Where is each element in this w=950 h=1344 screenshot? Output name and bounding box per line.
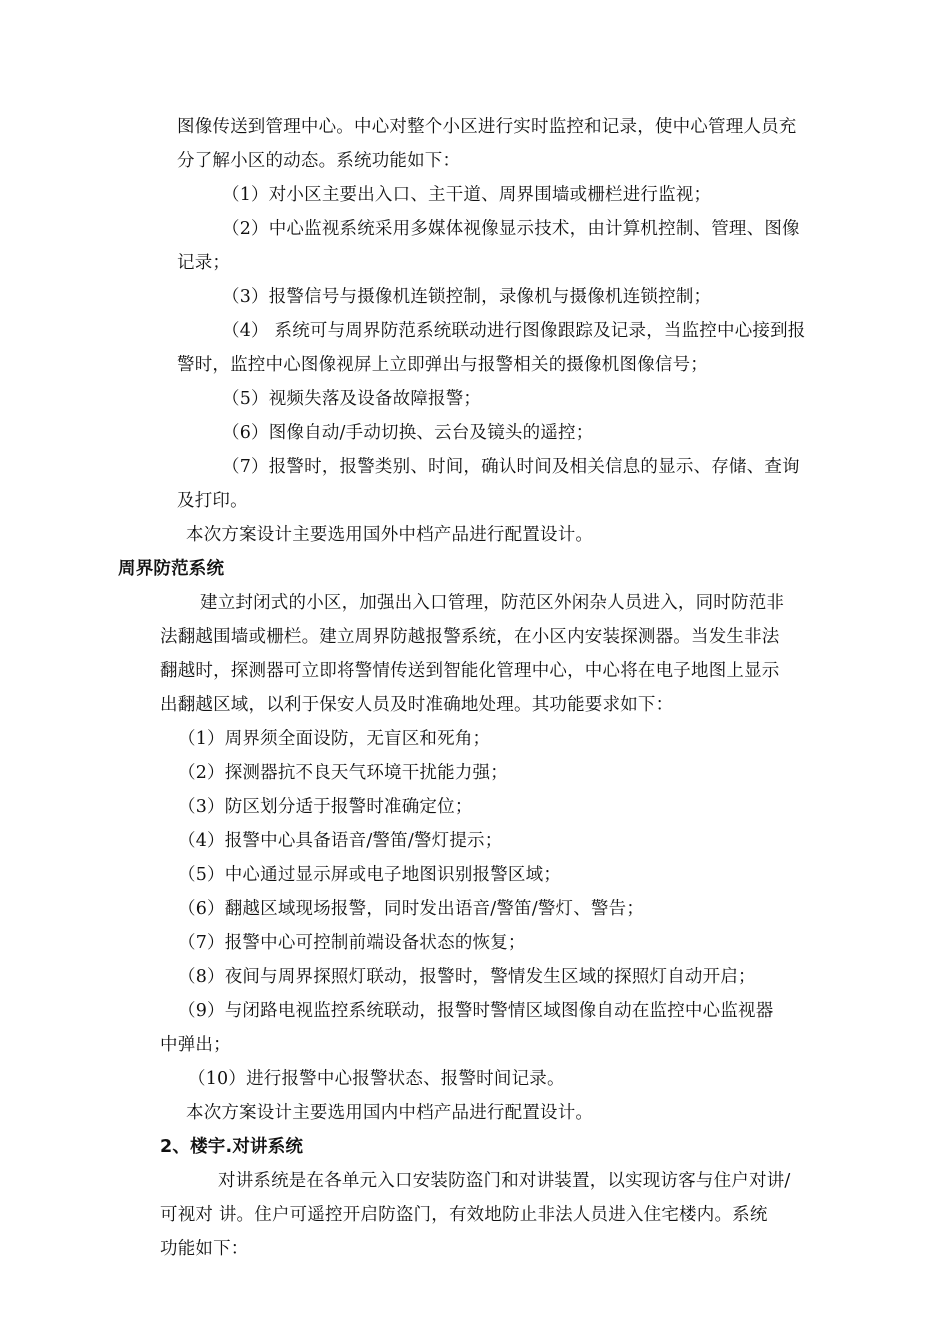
list-item-continuation: 警时，监控中心图像视屏上立即弹出与报警相关的摄像机图像信号；: [177, 355, 708, 375]
list-item: （4） 系统可与周界防范系统联动进行图像跟踪及记录，当监控中心接到报: [222, 321, 806, 341]
list-item: （3）报警信号与摄像机连锁控制，录像机与摄像机连锁控制；: [222, 287, 712, 307]
closing-note: 本次方案设计主要选用国内中档产品进行配置设计。: [186, 1103, 594, 1123]
list-item: （2）中心监视系统采用多媒体视像显示技术，由计算机控制、管理、图像: [222, 219, 800, 239]
list-item: （4）报警中心具备语音/警笛/警灯提示；: [178, 831, 503, 851]
list-item: （1）周界须全面设防，无盲区和死角；: [178, 729, 491, 749]
list-item: （1）对小区主要出入口、主干道、周界围墙或栅栏进行监视；: [222, 185, 712, 205]
section-heading: 2、楼宇.对讲系统: [160, 1137, 304, 1157]
paragraph-line: 分了解小区的动态。系统功能如下：: [177, 151, 461, 171]
paragraph-line: 功能如下：: [160, 1239, 249, 1259]
paragraph-line: 翻越时，探测器可立即将警情传送到智能化管理中心，中心将在电子地图上显示: [160, 661, 780, 681]
list-item: （2）探测器抗不良天气环境干扰能力强；: [178, 763, 508, 783]
list-item: （3）防区划分适于报警时准确定位；: [178, 797, 473, 817]
paragraph-line: 可视对 讲。住户可遥控开启防盗门，有效地防止非法人员进入住宅楼内。系统: [160, 1205, 768, 1225]
section-heading: 周界防范系统: [118, 559, 225, 579]
list-item: （10）进行报警中心报警状态、报警时间记录。: [188, 1069, 565, 1089]
list-item: （6）图像自动/手动切换、云台及镜头的遥控；: [222, 423, 594, 443]
paragraph-line: 出翻越区域，以利于保安人员及时准确地处理。其功能要求如下：: [160, 695, 674, 715]
list-item: （8）夜间与周界探照灯联动，报警时，警情发生区域的探照灯自动开启；: [178, 967, 756, 987]
list-item: （6）翻越区域现场报警，同时发出语音/警笛/警灯、警告；: [178, 899, 645, 919]
paragraph-line: 法翻越围墙或栅栏。建立周界防越报警系统，在小区内安装探测器。当发生非法: [160, 627, 780, 647]
paragraph-line: 图像传送到管理中心。中心对整个小区进行实时监控和记录，使中心管理人员充: [177, 117, 797, 137]
list-item: （7）报警中心可控制前端设备状态的恢复；: [178, 933, 526, 953]
list-item: （7）报警时，报警类别、时间，确认时间及相关信息的显示、存储、查询: [222, 457, 800, 477]
list-item-continuation: 及打印。: [177, 491, 248, 511]
list-item: （9）与闭路电视监控系统联动，报警时警情区域图像自动在监控中心监视器: [178, 1001, 774, 1021]
paragraph-line: 建立封闭式的小区，加强出入口管理，防范区外闲杂人员进入，同时防范非: [200, 593, 785, 613]
list-item-continuation: 记录；: [177, 253, 231, 273]
paragraph-line: 对讲系统是在各单元入口安装防盗门和对讲装置，以实现访客与住户对讲/: [218, 1171, 791, 1191]
list-item-continuation: 中弹出；: [160, 1035, 231, 1055]
list-item: （5）视频失落及设备故障报警；: [222, 389, 482, 409]
closing-note: 本次方案设计主要选用国外中档产品进行配置设计。: [186, 525, 594, 545]
list-item: （5）中心通过显示屏或电子地图识别报警区域；: [178, 865, 562, 885]
